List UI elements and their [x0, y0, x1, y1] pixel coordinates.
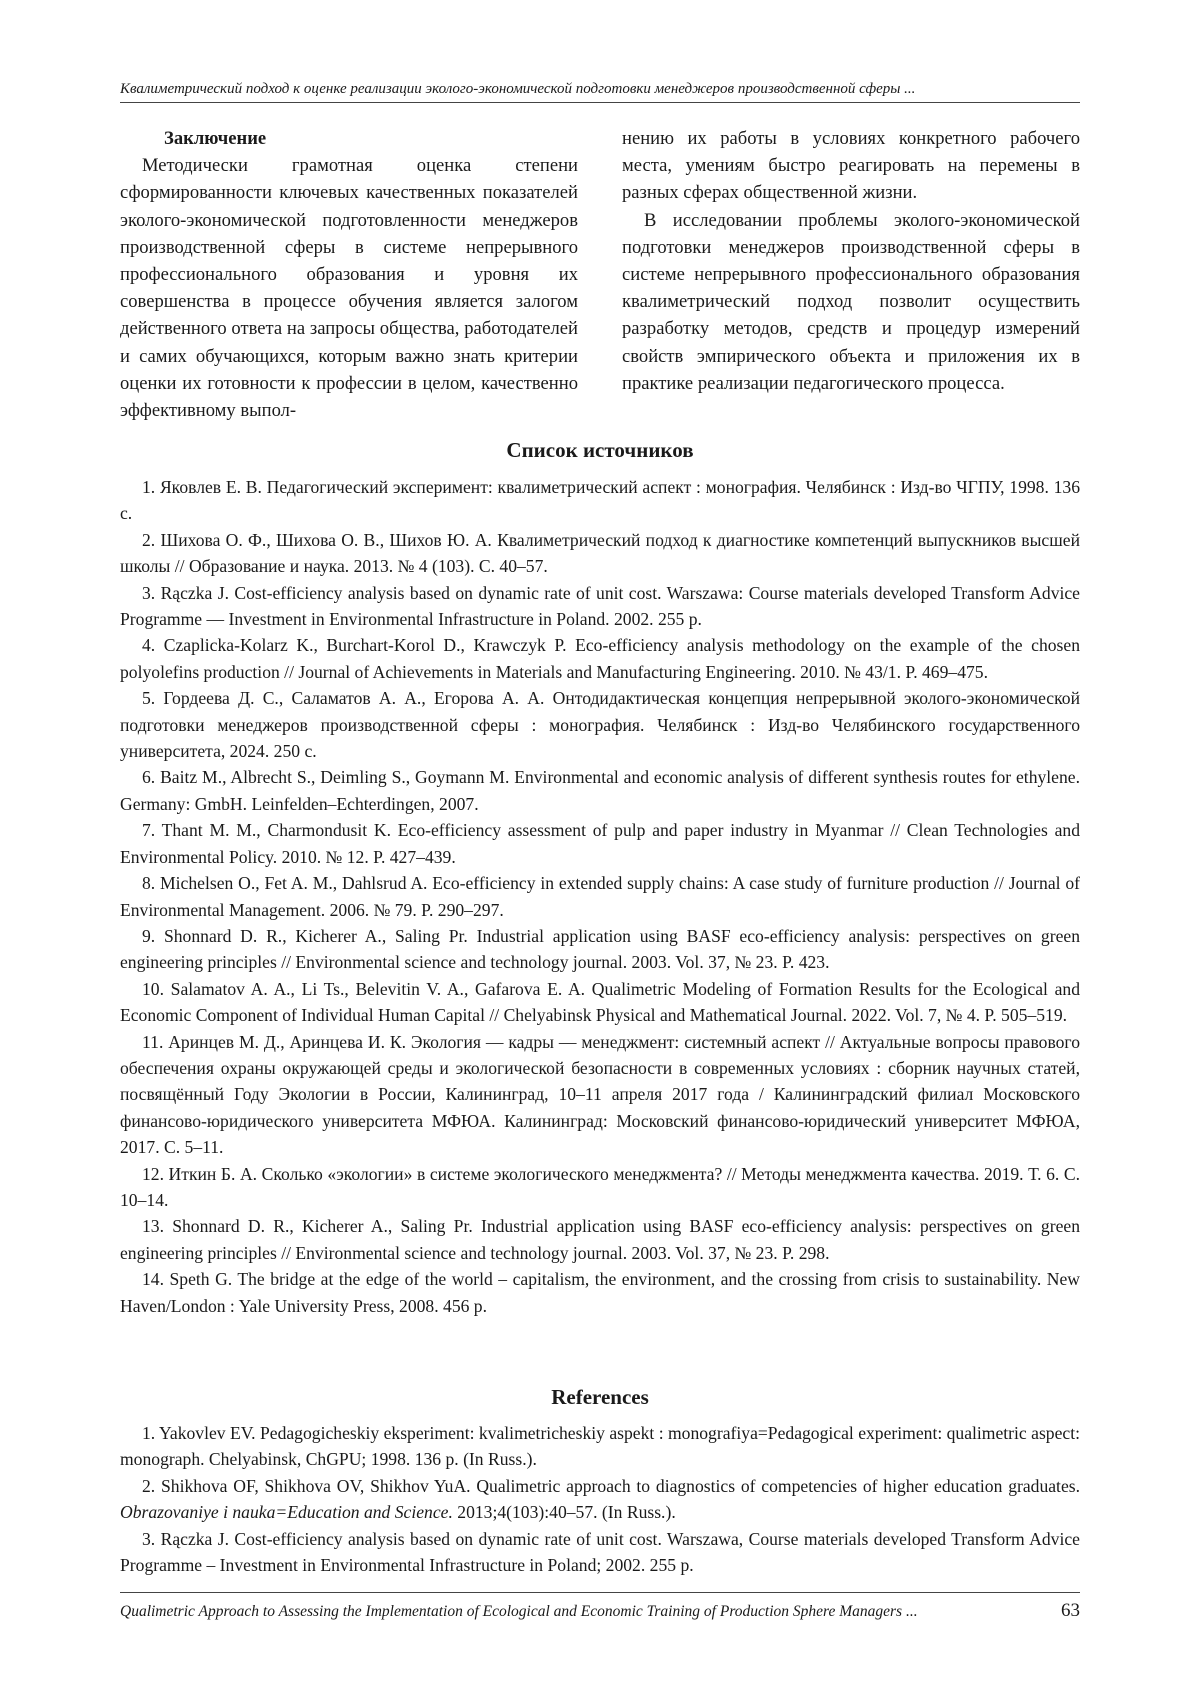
source-item: 9. Shonnard D. R., Kicherer A., Saling Pr. Industrial application using BASF eco-efficiency analysis: perspectives on green engineering principles // Environmental science and technology journal. 2003. Vol. 37, № 23. P. 423. [120, 925, 1080, 973]
journal-title: Obrazovaniye i nauka=Education and Science. [120, 1502, 453, 1523]
right-column [622, 125, 1080, 424]
source-item: 12. Иткин Б. А. Сколько «экологии» в системе экологического менеджмента? // Методы менеджмента качества. 2019. Т. 6. С. 10–14. [120, 1163, 1080, 1210]
source-item: 8. Michelsen O., Fet A. M., Dahlsrud A. Eco-efficiency in extended supply chains: A case study of furniture production // Journal of Environmental Management. 2006. № 79. P. 290–297. [120, 873, 1080, 920]
conclusion-paragraph-2: В исследовании проблемы эколого-экономической подготовки менеджеров производственной сферы в системе непрерывного профессионального образования квалиметрический подход позволит осуществить разработку методов, средств и процедур измерений свойств эмпирического объекта и приложения их в практике реализации педагогического процесса. [622, 209, 1080, 394]
conclusion-heading: Заключение [164, 128, 267, 149]
source-item: 5. Гордеева Д. С., Саламатов А. А., Егорова А. А. Онтодидактическая концепция непрерывной эколого-экономической подготовки менеджеров производственной сферы : монография. Челябинск : Изд-во Челябинского государственного университета, 2024. 250 с. [120, 688, 1080, 762]
source-item: 13. Shonnard D. R., Kicherer A., Saling Pr. Industrial application using BASF eco-efficiency analysis: perspectives on green engineering principles // Environmental science and technology journal. 2003. Vol. 37, № 23. P. 298. [120, 1216, 1080, 1263]
conclusion-paragraph: Методически грамотная оценка степени сформированности ключевых качественных показателей эколого-экономической подготовленности менеджеров производственной сферы в системе непрерывного профессионального образования и уровня их совершенства в процессе обучения является залогом действенного ответа на запросы общества, работодателей и самих обучающихся, которым важно знать критерии оценки их готовности к профессии в целом, качественно эффективному выпол- [120, 155, 578, 422]
footer-divider [120, 1592, 1080, 1593]
source-item: 14. Speth G. The bridge at the edge of the world – capitalism, the environment, and the crossing from crisis to sustainability. New Haven/London : Yale University Press, 2008. 456 p. [120, 1269, 1080, 1316]
reference-item: 3. Rączka J. Cost-efficiency analysis based on dynamic rate of unit cost. Warszawa, Course materials developed Transform Advice Programme – Investment in Environmental Infrastructure in Poland; 2002. 255 p. [120, 1528, 1080, 1576]
reference-item: 1. Yakovlev EV. Pedagogicheskiy eksperiment: kvalimetricheskiy aspekt : monografiya=Pedagogical experiment: qualimetric aspect: monograph. Chelyabinsk, ChGPU; 1998. 136 p. (In Russ.). [120, 1423, 1080, 1470]
sources-title: Список источников [506, 438, 694, 462]
left-column [120, 125, 578, 424]
conclusion-section [120, 125, 1080, 424]
sources-list [120, 474, 1080, 1319]
running-header: Квалиметрический подход к оценке реализации эколого-экономической подготовки менеджеров производственной сферы ... [120, 81, 916, 97]
reference-text: 2. Shikhova OF, Shikhova OV, Shikhov YuA. Qualimetric approach to diagnostics of competencies of higher education graduates. [142, 1475, 1080, 1496]
header-divider [120, 102, 1080, 103]
source-item: 6. Baitz M., Albrecht S., Deimling S., Goymann M. Environmental and economic analysis of different synthesis routes for ethylene. Germany: GmbH. Leinfelden–Echterdingen, 2007. [120, 767, 1080, 814]
source-item: 1. Яковлев Е. В. Педагогический эксперимент: квалиметрический аспект : монография. Челябинск : Изд-во ЧГПУ, 1998. 136 с. [120, 477, 1080, 524]
references-title: References [551, 1385, 649, 1409]
source-item: 11. Аринцев М. Д., Аринцева И. К. Экология — кадры — менеджмент: системный аспект // Актуальные вопросы правового обеспечения охраны окружающей среды и экологической безопасности в современных условиях : сборник научных статей, посвящённый Году Экологии в России, Калининград, 10–11 апреля 2017 года / Калининградский филиал Московского финансово-юридического университета МФЮА. Калининград: Московский финансово-юридический университет МФЮА, 2017. С. 5–11. [120, 1031, 1080, 1158]
source-item: 4. Czaplicka-Kolarz K., Burchart-Korol D., Krawczyk P. Eco-efficiency analysis methodology on the example of the chosen polyolefins production // Journal of Achievements in Materials and Manufacturing Engineering. 2010. № 43/1. P. 469–475. [120, 635, 1080, 682]
conclusion-continuation: нению их работы в условиях конкретного рабочего места, умениям быстро реагировать на перемены в разных сферах общественной жизни. [622, 128, 1080, 204]
source-item: 10. Salamatov A. A., Li Ts., Belevitin V. A., Gafarova E. A. Qualimetric Modeling of Formation Results for the Ecological and Economic Component of Individual Human Capital // Chelyabinsk Physical and Mathematical Journal. 2022. Vol. 7, № 4. P. 505–519. [120, 978, 1080, 1026]
source-item: 2. Шихова О. Ф., Шихова О. В., Шихов Ю. А. Квалиметрический подход к диагностике компетенций выпускников высшей школы // Образование и наука. 2013. № 4 (103). С. 40–57. [120, 529, 1080, 577]
running-footer: Qualimetric Approach to Assessing the Implementation of Ecological and Economic Training of Production Sphere Managers ... [120, 1603, 918, 1620]
references-list [120, 1420, 1080, 1578]
source-item: 7. Thant M. M., Charmondusit K. Eco-efficiency assessment of pulp and paper industry in Myanmar // Clean Technologies and Environmental Policy. 2010. № 12. P. 427–439. [120, 820, 1080, 867]
page-number: 63 [1061, 1600, 1080, 1621]
source-item: 3. Rączka J. Cost-efficiency analysis based on dynamic rate of unit cost. Warszawa: Course materials developed Transform Advice Programme — Investment in Environmental Infrastructure in Poland. 2002. 255 p. [120, 582, 1080, 630]
page [120, 0, 1080, 1697]
reference-text: 2013;4(103):40–57. (In Russ.). [452, 1502, 676, 1523]
reference-item [120, 1473, 1080, 1526]
